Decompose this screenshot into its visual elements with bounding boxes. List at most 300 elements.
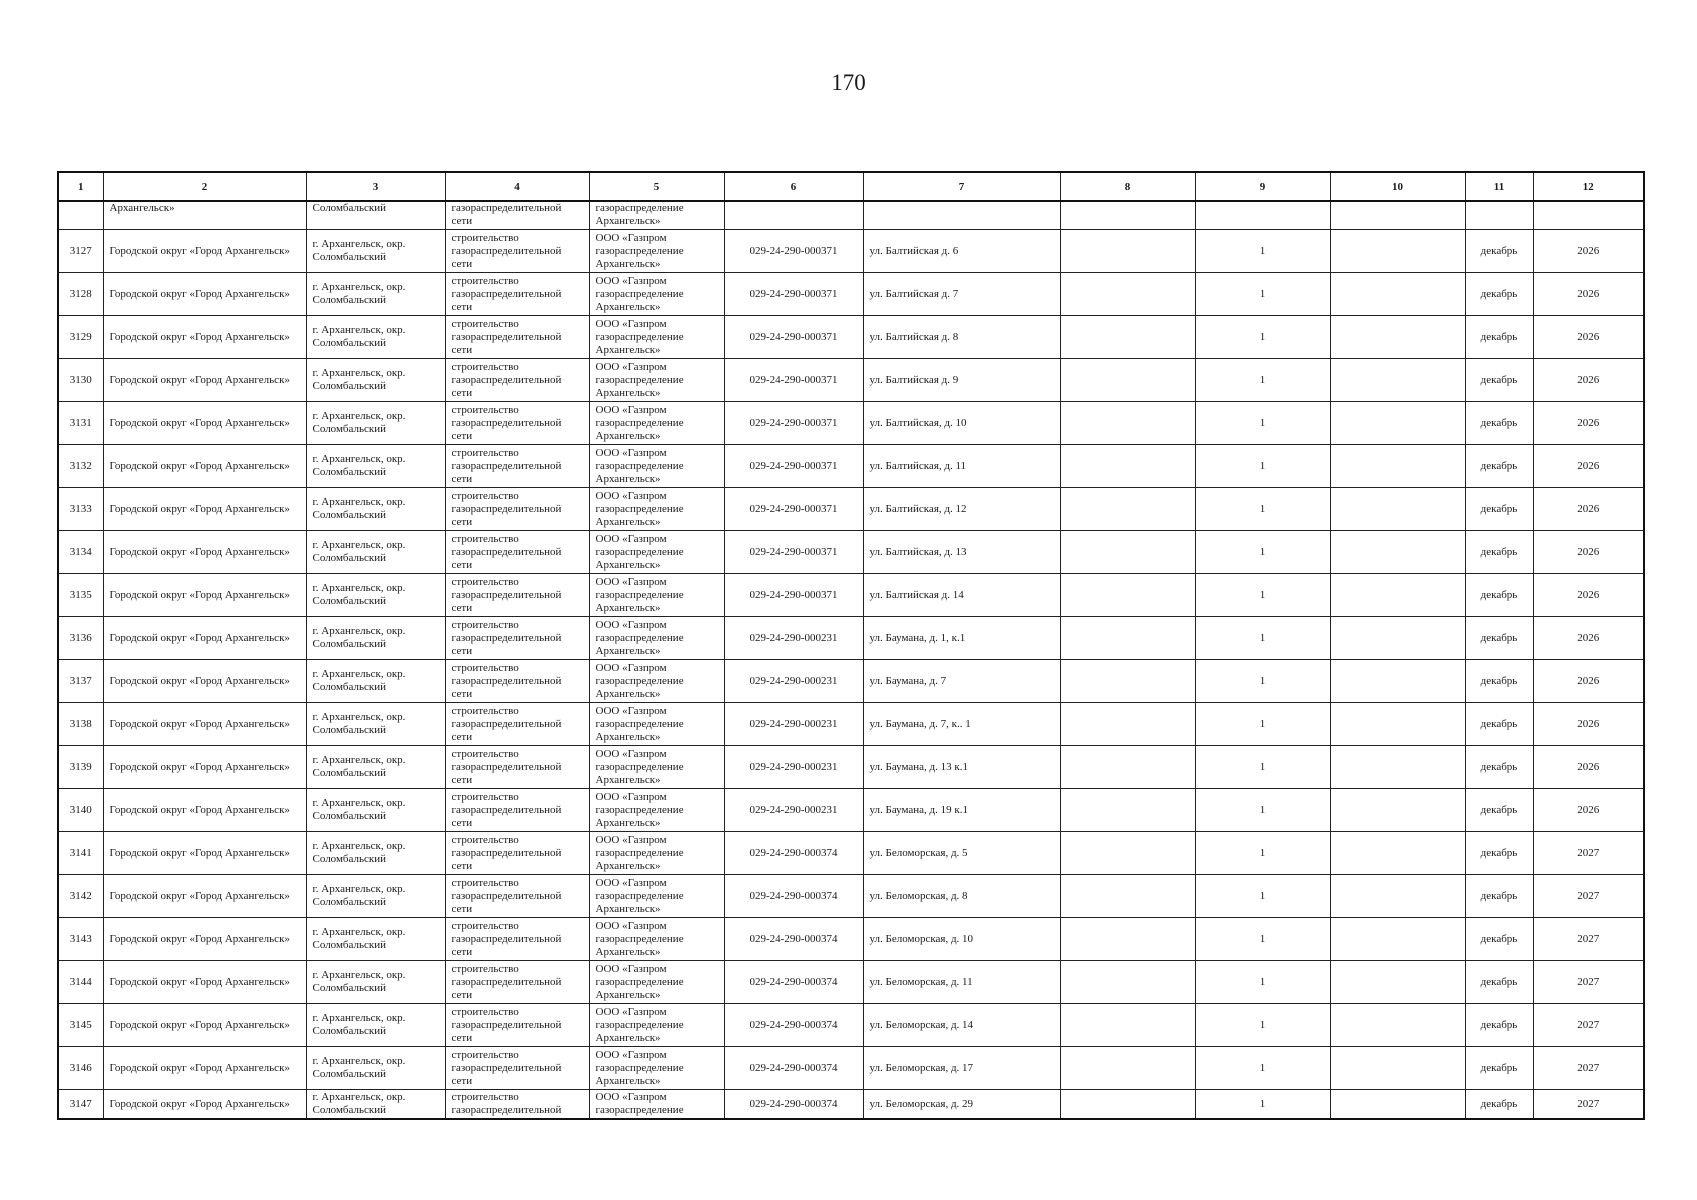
cell-organization: Городской округ «Город Архангельск» — [103, 660, 306, 703]
cell-code: 029-24-290-000374 — [724, 961, 863, 1004]
header-row — [58, 172, 1644, 201]
cell-code: 029-24-290-000374 — [724, 918, 863, 961]
cell-col10 — [1330, 531, 1465, 574]
cell-number: 3130 — [58, 359, 103, 402]
cell-street: ул. Беломорская, д. 11 — [863, 961, 1060, 1004]
column-header: 10 — [1330, 172, 1465, 201]
cell-code: 029-24-290-000371 — [724, 316, 863, 359]
cell-year: 2026 — [1533, 617, 1644, 660]
cell-code: 029-24-290-000231 — [724, 789, 863, 832]
cell-col10 — [1330, 660, 1465, 703]
cell-street: ул. Балтийская д. 9 — [863, 359, 1060, 402]
cell-address: г. Архангельск, окр. Соломбальский — [306, 316, 445, 359]
cell-organization: Городской округ «Город Архангельск» — [103, 531, 306, 574]
table-row — [58, 875, 1644, 918]
cell-month: декабрь — [1465, 832, 1533, 875]
column-header: 8 — [1060, 172, 1195, 201]
cell-operator: ООО «Газпром газораспределение Архангельск» — [589, 1047, 724, 1090]
column-header: 3 — [306, 172, 445, 201]
cell-col8 — [1060, 746, 1195, 789]
cell-count: 1 — [1195, 961, 1330, 1004]
cell-code: 029-24-290-000374 — [724, 832, 863, 875]
cell-address: г. Архангельск, окр. Соломбальский — [306, 1090, 445, 1120]
cell-address: г. Архангельск, окр. Соломбальский — [306, 488, 445, 531]
column-header: 9 — [1195, 172, 1330, 201]
cell-year — [1533, 201, 1644, 230]
cell-organization: Городской округ «Город Архангельск» — [103, 574, 306, 617]
cell-address: г. Архангельск, окр. Соломбальский — [306, 230, 445, 273]
cell-code: 029-24-290-000374 — [724, 875, 863, 918]
cell-col8 — [1060, 531, 1195, 574]
cell-work-type: строительство газораспределительной сети — [445, 660, 589, 703]
cell-street: ул. Балтийская д. 14 — [863, 574, 1060, 617]
cell-organization: Городской округ «Город Архангельск» — [103, 402, 306, 445]
table-row — [58, 1047, 1644, 1090]
cell-work-type: строительство газораспределительной сети — [445, 402, 589, 445]
cell-col10 — [1330, 488, 1465, 531]
cell-number: 3138 — [58, 703, 103, 746]
cell-code: 029-24-290-000371 — [724, 574, 863, 617]
cell-number: 3137 — [58, 660, 103, 703]
cell-number — [58, 201, 103, 230]
cell-work-type: строительство газораспределительной сети — [445, 832, 589, 875]
cell-street: ул. Балтийская, д. 13 — [863, 531, 1060, 574]
table-row — [58, 531, 1644, 574]
cell-number: 3128 — [58, 273, 103, 316]
cell-count: 1 — [1195, 617, 1330, 660]
cell-month: декабрь — [1465, 789, 1533, 832]
table-row — [58, 961, 1644, 1004]
cell-col10 — [1330, 1004, 1465, 1047]
cell-address: г. Архангельск, окр. Соломбальский — [306, 273, 445, 316]
cell-organization: Городской округ «Город Архангельск» — [103, 445, 306, 488]
cell-work-type: строительство газораспределительной сети — [445, 273, 589, 316]
cell-col8 — [1060, 703, 1195, 746]
cell-col8 — [1060, 832, 1195, 875]
cell-work-type: строительство газораспределительной — [445, 1090, 589, 1120]
cell-col10 — [1330, 832, 1465, 875]
table-row — [58, 832, 1644, 875]
cell-col8 — [1060, 402, 1195, 445]
cell-count: 1 — [1195, 445, 1330, 488]
cell-street: ул. Беломорская, д. 8 — [863, 875, 1060, 918]
cell-col10 — [1330, 703, 1465, 746]
table-row — [58, 1090, 1644, 1120]
cell-year: 2026 — [1533, 445, 1644, 488]
cell-number: 3141 — [58, 832, 103, 875]
column-header: 2 — [103, 172, 306, 201]
cell-count: 1 — [1195, 1047, 1330, 1090]
cell-operator: ООО «Газпром газораспределение Архангельск» — [589, 531, 724, 574]
cell-code: 029-24-290-000231 — [724, 746, 863, 789]
cell-address: г. Архангельск, окр. Соломбальский — [306, 746, 445, 789]
cell-organization: Городской округ «Город Архангельск» — [103, 918, 306, 961]
cell-year: 2027 — [1533, 918, 1644, 961]
cell-street: ул. Баумана, д. 19 к.1 — [863, 789, 1060, 832]
cell-organization: Городской округ «Город Архангельск» — [103, 832, 306, 875]
cell-address: г. Архангельск, окр. Соломбальский — [306, 617, 445, 660]
cell-number: 3133 — [58, 488, 103, 531]
cell-col10 — [1330, 402, 1465, 445]
table-header — [58, 172, 1644, 201]
cell-count: 1 — [1195, 488, 1330, 531]
cell-col8 — [1060, 316, 1195, 359]
cell-year: 2026 — [1533, 359, 1644, 402]
cell-count: 1 — [1195, 316, 1330, 359]
cell-col8 — [1060, 875, 1195, 918]
cell-operator: ООО «Газпром газораспределение Архангельск» — [589, 617, 724, 660]
cell-number: 3146 — [58, 1047, 103, 1090]
cell-street: ул. Беломорская, д. 5 — [863, 832, 1060, 875]
cell-street: ул. Баумана, д. 1, к.1 — [863, 617, 1060, 660]
cell-code: 029-24-290-000371 — [724, 488, 863, 531]
cell-organization: Городской округ «Город Архангельск» — [103, 961, 306, 1004]
cell-number: 3142 — [58, 875, 103, 918]
cell-month: декабрь — [1465, 875, 1533, 918]
cell-col8 — [1060, 359, 1195, 402]
cell-work-type: строительство газораспределительной сети — [445, 703, 589, 746]
cell-address: г. Архангельск, окр. Соломбальский — [306, 445, 445, 488]
cell-code: 029-24-290-000371 — [724, 359, 863, 402]
cell-number: 3129 — [58, 316, 103, 359]
cell-organization: Городской округ «Город Архангельск» — [103, 359, 306, 402]
cell-year: 2026 — [1533, 273, 1644, 316]
cell-street — [863, 201, 1060, 230]
cell-number: 3145 — [58, 1004, 103, 1047]
cell-work-type: строительство газораспределительной сети — [445, 359, 589, 402]
cell-organization: Городской округ «Город Архангельск» — [103, 746, 306, 789]
cell-street: ул. Баумана, д. 13 к.1 — [863, 746, 1060, 789]
cell-number: 3127 — [58, 230, 103, 273]
cell-month: декабрь — [1465, 316, 1533, 359]
cell-year: 2027 — [1533, 1004, 1644, 1047]
cell-col10 — [1330, 961, 1465, 1004]
cell-month: декабрь — [1465, 961, 1533, 1004]
table-row — [58, 488, 1644, 531]
cell-organization: Городской округ «Город Архангельск» — [103, 617, 306, 660]
cell-street: ул. Баумана, д. 7, к.. 1 — [863, 703, 1060, 746]
cell-operator: ООО «Газпром газораспределение Архангельск» — [589, 1004, 724, 1047]
cell-col8 — [1060, 617, 1195, 660]
cell-work-type: строительство газораспределительной сети — [445, 789, 589, 832]
cell-col10 — [1330, 789, 1465, 832]
cell-address: г. Архангельск, окр. Соломбальский — [306, 359, 445, 402]
cell-organization: Городской округ «Город Архангельск» — [103, 230, 306, 273]
cell-col8 — [1060, 445, 1195, 488]
cell-year: 2026 — [1533, 703, 1644, 746]
cell-year: 2027 — [1533, 832, 1644, 875]
cell-work-type: строительство газораспределительной сети — [445, 918, 589, 961]
cell-street: ул. Балтийская д. 6 — [863, 230, 1060, 273]
cell-count: 1 — [1195, 832, 1330, 875]
cell-operator: ООО «Газпром газораспределение Архангельск» — [589, 445, 724, 488]
cell-code: 029-24-290-000371 — [724, 273, 863, 316]
cell-street: ул. Балтийская д. 7 — [863, 273, 1060, 316]
cell-col10 — [1330, 1090, 1465, 1120]
cell-work-type: строительство газораспределительной сети — [445, 617, 589, 660]
cell-organization: Городской округ «Город Архангельск» — [103, 316, 306, 359]
cell-code: 029-24-290-000231 — [724, 703, 863, 746]
cell-number: 3135 — [58, 574, 103, 617]
cell-code: 029-24-290-000371 — [724, 445, 863, 488]
cell-col10 — [1330, 617, 1465, 660]
table-row — [58, 617, 1644, 660]
cell-number: 3144 — [58, 961, 103, 1004]
cell-address: г. Архангельск, окр. Соломбальский — [306, 789, 445, 832]
cell-operator: ООО «Газпром газораспределение — [589, 1090, 724, 1120]
cell-operator: ООО «Газпром газораспределение Архангельск» — [589, 918, 724, 961]
cell-col8 — [1060, 273, 1195, 316]
cell-operator: ООО «Газпром газораспределение Архангельск» — [589, 832, 724, 875]
cell-col10 — [1330, 201, 1465, 230]
cell-count: 1 — [1195, 273, 1330, 316]
cell-year: 2027 — [1533, 1047, 1644, 1090]
cell-count: 1 — [1195, 230, 1330, 273]
cell-col8 — [1060, 574, 1195, 617]
cell-month: декабрь — [1465, 531, 1533, 574]
table-row — [58, 445, 1644, 488]
cell-operator: ООО «Газпром газораспределение Архангельск» — [589, 660, 724, 703]
cell-count: 1 — [1195, 703, 1330, 746]
table-row — [58, 918, 1644, 961]
cell-operator: ООО «Газпром газораспределение Архангельск» — [589, 961, 724, 1004]
page-number: 170 — [831, 70, 866, 95]
cell-work-type: строительство газораспределительной сети — [445, 574, 589, 617]
cell-col8 — [1060, 961, 1195, 1004]
cell-year: 2026 — [1533, 789, 1644, 832]
cell-year: 2027 — [1533, 875, 1644, 918]
cell-number: 3147 — [58, 1090, 103, 1120]
cell-address: г. Архангельск, окр. Соломбальский — [306, 703, 445, 746]
cell-year: 2026 — [1533, 531, 1644, 574]
cell-month: декабрь — [1465, 359, 1533, 402]
cell-operator: ООО «Газпром газораспределение Архангельск» — [589, 359, 724, 402]
cell-organization: Городской округ «Город Архангельск» — [103, 875, 306, 918]
cell-col10 — [1330, 918, 1465, 961]
cell-address: г. Архангельск, окр. Соломбальский — [306, 918, 445, 961]
cell-year: 2026 — [1533, 230, 1644, 273]
cell-street: ул. Беломорская, д. 10 — [863, 918, 1060, 961]
cell-street: ул. Беломорская, д. 17 — [863, 1047, 1060, 1090]
cell-operator: ООО «Газпром газораспределение Архангельск» — [589, 488, 724, 531]
cell-year: 2026 — [1533, 316, 1644, 359]
table-body — [58, 201, 1644, 1119]
cell-col10 — [1330, 359, 1465, 402]
cell-col8 — [1060, 1047, 1195, 1090]
cell-count: 1 — [1195, 746, 1330, 789]
cell-street: ул. Беломорская, д. 14 — [863, 1004, 1060, 1047]
cell-street: ул. Беломорская, д. 29 — [863, 1090, 1060, 1120]
table-row — [58, 273, 1644, 316]
cell-year: 2026 — [1533, 574, 1644, 617]
cell-address: Соломбальский — [306, 201, 445, 230]
cell-operator: ООО «Газпром газораспределение Архангельск» — [589, 703, 724, 746]
cell-code: 029-24-290-000231 — [724, 617, 863, 660]
cell-col8 — [1060, 1004, 1195, 1047]
cell-address: г. Архангельск, окр. Соломбальский — [306, 1047, 445, 1090]
cell-month: декабрь — [1465, 273, 1533, 316]
cell-month: декабрь — [1465, 746, 1533, 789]
table-row — [58, 316, 1644, 359]
cell-organization: Городской округ «Город Архангельск» — [103, 789, 306, 832]
cell-code: 029-24-290-000374 — [724, 1090, 863, 1120]
cell-operator: ООО «Газпром газораспределение Архангельск» — [589, 789, 724, 832]
cell-operator: ООО «Газпром газораспределение Архангельск» — [589, 230, 724, 273]
cell-month: декабрь — [1465, 445, 1533, 488]
cell-count: 1 — [1195, 1004, 1330, 1047]
cell-col8 — [1060, 918, 1195, 961]
cell-code: 029-24-290-000374 — [724, 1047, 863, 1090]
cell-count: 1 — [1195, 574, 1330, 617]
cell-year: 2026 — [1533, 746, 1644, 789]
cell-organization: Городской округ «Город Архангельск» — [103, 1004, 306, 1047]
cell-number: 3131 — [58, 402, 103, 445]
table-row — [58, 660, 1644, 703]
cell-number: 3139 — [58, 746, 103, 789]
cell-work-type: строительство газораспределительной сети — [445, 531, 589, 574]
cell-month: декабрь — [1465, 574, 1533, 617]
cell-year: 2026 — [1533, 402, 1644, 445]
cell-work-type: строительство газораспределительной сети — [445, 316, 589, 359]
cell-address: г. Архангельск, окр. Соломбальский — [306, 531, 445, 574]
cell-address: г. Архангельск, окр. Соломбальский — [306, 875, 445, 918]
cell-number: 3140 — [58, 789, 103, 832]
cell-code: 029-24-290-000371 — [724, 402, 863, 445]
column-header: 5 — [589, 172, 724, 201]
cell-organization: Городской округ «Город Архангельск» — [103, 273, 306, 316]
cell-month: декабрь — [1465, 488, 1533, 531]
table-row — [58, 1004, 1644, 1047]
cell-operator: ООО «Газпром газораспределение Архангельск» — [589, 316, 724, 359]
cell-col8 — [1060, 488, 1195, 531]
cell-operator: ООО «Газпром газораспределение Архангельск» — [589, 402, 724, 445]
cell-col8 — [1060, 660, 1195, 703]
cell-col10 — [1330, 875, 1465, 918]
cell-work-type: строительство газораспределительной сети — [445, 875, 589, 918]
cell-street: ул. Балтийская, д. 12 — [863, 488, 1060, 531]
column-header: 6 — [724, 172, 863, 201]
cell-col10 — [1330, 316, 1465, 359]
cell-address: г. Архангельск, окр. Соломбальский — [306, 1004, 445, 1047]
cell-street: ул. Балтийская д. 8 — [863, 316, 1060, 359]
cell-number: 3143 — [58, 918, 103, 961]
table-row — [58, 703, 1644, 746]
cell-code: 029-24-290-000231 — [724, 660, 863, 703]
column-header: 7 — [863, 172, 1060, 201]
cell-street: ул. Баумана, д. 7 — [863, 660, 1060, 703]
cell-code: 029-24-290-000371 — [724, 230, 863, 273]
cell-organization: Городской округ «Город Архангельск» — [103, 488, 306, 531]
column-header: 1 — [58, 172, 103, 201]
cell-year: 2026 — [1533, 660, 1644, 703]
continuation-row — [58, 201, 1644, 230]
table-row — [58, 230, 1644, 273]
cell-operator: ООО «Газпром газораспределение Архангельск» — [589, 875, 724, 918]
cell-count: 1 — [1195, 918, 1330, 961]
cell-work-type: строительство газораспределительной сети — [445, 746, 589, 789]
cell-work-type: строительство газораспределительной сети — [445, 1004, 589, 1047]
cell-address: г. Архангельск, окр. Соломбальский — [306, 574, 445, 617]
cell-organization: Городской округ «Город Архангельск» — [103, 703, 306, 746]
cell-count: 1 — [1195, 789, 1330, 832]
table-row — [58, 359, 1644, 402]
cell-col10 — [1330, 273, 1465, 316]
cell-organization: Городской округ «Город Архангельск» — [103, 1090, 306, 1120]
cell-code: 029-24-290-000371 — [724, 531, 863, 574]
cell-work-type: строительство газораспределительной сети — [445, 961, 589, 1004]
cell-organization: Архангельск» — [103, 201, 306, 230]
cell-month: декабрь — [1465, 660, 1533, 703]
cell-code: 029-24-290-000374 — [724, 1004, 863, 1047]
cell-count: 1 — [1195, 660, 1330, 703]
column-header: 11 — [1465, 172, 1533, 201]
cell-month: декабрь — [1465, 402, 1533, 445]
cell-number: 3132 — [58, 445, 103, 488]
cell-work-type: газораспределительной сети — [445, 201, 589, 230]
cell-col10 — [1330, 445, 1465, 488]
cell-col10 — [1330, 746, 1465, 789]
cell-col10 — [1330, 230, 1465, 273]
cell-count: 1 — [1195, 359, 1330, 402]
register-table — [57, 171, 1645, 1120]
table-row — [58, 746, 1644, 789]
cell-number: 3134 — [58, 531, 103, 574]
cell-year: 2026 — [1533, 488, 1644, 531]
cell-col10 — [1330, 574, 1465, 617]
cell-month: декабрь — [1465, 1047, 1533, 1090]
cell-month: декабрь — [1465, 703, 1533, 746]
table-row — [58, 574, 1644, 617]
cell-col8 — [1060, 789, 1195, 832]
cell-operator: ООО «Газпром газораспределение Архангельск» — [589, 746, 724, 789]
cell-month: декабрь — [1465, 617, 1533, 660]
cell-work-type: строительство газораспределительной сети — [445, 230, 589, 273]
table-row — [58, 402, 1644, 445]
cell-count: 1 — [1195, 402, 1330, 445]
cell-count: 1 — [1195, 875, 1330, 918]
cell-month: декабрь — [1465, 1090, 1533, 1120]
cell-col8 — [1060, 230, 1195, 273]
cell-col8 — [1060, 201, 1195, 230]
cell-year: 2027 — [1533, 961, 1644, 1004]
cell-organization: Городской округ «Город Архангельск» — [103, 1047, 306, 1090]
cell-col10 — [1330, 1047, 1465, 1090]
cell-operator: ООО «Газпром газораспределение Архангельск» — [589, 273, 724, 316]
cell-address: г. Архангельск, окр. Соломбальский — [306, 660, 445, 703]
cell-month — [1465, 201, 1533, 230]
table-row — [58, 789, 1644, 832]
cell-month: декабрь — [1465, 918, 1533, 961]
cell-street: ул. Балтийская, д. 10 — [863, 402, 1060, 445]
cell-month: декабрь — [1465, 1004, 1533, 1047]
cell-operator: ООО «Газпром газораспределение Архангельск» — [589, 574, 724, 617]
cell-address: г. Архангельск, окр. Соломбальский — [306, 961, 445, 1004]
cell-year: 2027 — [1533, 1090, 1644, 1120]
cell-address: г. Архангельск, окр. Соломбальский — [306, 402, 445, 445]
cell-count: 1 — [1195, 1090, 1330, 1120]
cell-number: 3136 — [58, 617, 103, 660]
cell-count — [1195, 201, 1330, 230]
column-header: 12 — [1533, 172, 1644, 201]
cell-col8 — [1060, 1090, 1195, 1120]
column-header: 4 — [445, 172, 589, 201]
cell-operator: газораспределение Архангельск» — [589, 201, 724, 230]
cell-work-type: строительство газораспределительной сети — [445, 1047, 589, 1090]
cell-work-type: строительство газораспределительной сети — [445, 445, 589, 488]
cell-address: г. Архангельск, окр. Соломбальский — [306, 832, 445, 875]
cell-street: ул. Балтийская, д. 11 — [863, 445, 1060, 488]
cell-code — [724, 201, 863, 230]
